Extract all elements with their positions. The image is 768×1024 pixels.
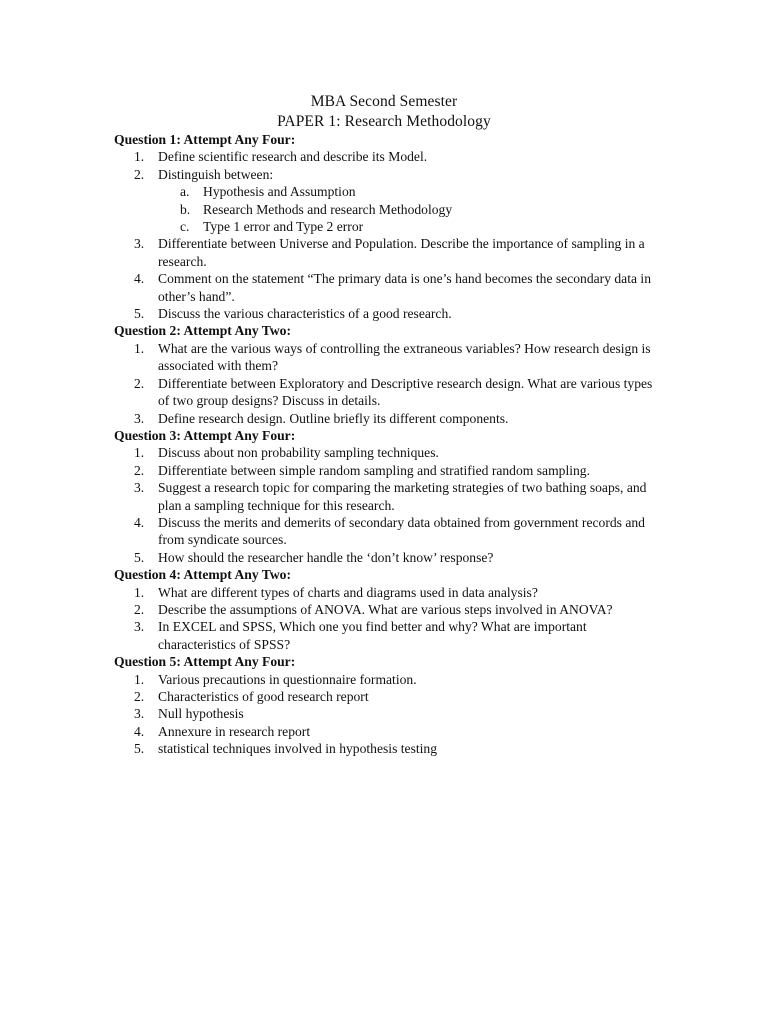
list-item (114, 148, 664, 165)
list-item (114, 270, 664, 305)
list-item (114, 166, 664, 183)
item-number: 3. (134, 619, 145, 635)
item-number: 1. (134, 149, 145, 165)
list-item (114, 479, 664, 514)
question-section-3 (114, 427, 664, 566)
question-heading: Question 3: Attempt Any Four: (114, 427, 296, 443)
item-text: Discuss about non probability sampling techniques. (158, 445, 439, 461)
list-item (114, 618, 664, 653)
item-number: 3. (134, 706, 145, 722)
item-number: 1. (134, 340, 145, 356)
question-list (114, 131, 664, 758)
question-items (114, 444, 664, 566)
sub-item-text: Type 1 error and Type 2 error (203, 219, 364, 235)
item-text: In EXCEL and SPSS, Which one you find better and why? What are important characteristics of SPSS? (158, 619, 587, 652)
item-text: Define research design. Outline briefly its different components. (158, 410, 509, 426)
item-number: 1. (134, 445, 145, 461)
list-item (114, 549, 664, 566)
list-item (114, 671, 664, 688)
sub-item-text: Hypothesis and Assumption (203, 184, 356, 200)
item-number: 2. (134, 689, 145, 704)
item-text: Suggest a research topic for comparing the marketing strategies of two bathing soaps, and plan a sampling technique for this research. (158, 480, 647, 513)
item-text: How should the researcher handle the ‘don’t know’ response? (158, 549, 494, 565)
item-number: 1. (134, 671, 145, 687)
item-text: What are the various ways of controlling the extraneous variables? How research design is associated with them? (158, 340, 651, 374)
list-item (114, 514, 664, 549)
item-text: Differentiate between simple random sampling and stratified random sampling. (158, 462, 590, 478)
question-section-2 (114, 322, 664, 426)
item-text: What are different types of charts and diagrams used in data analysis? (158, 584, 538, 600)
item-number: 4. (134, 514, 145, 530)
item-number: 2. (134, 166, 145, 182)
document-subtitle: PAPER 1: Research Methodology (277, 113, 491, 130)
item-number: 2. (134, 462, 145, 478)
question-items (114, 671, 664, 758)
sub-list-item (114, 183, 664, 200)
sub-item-letter: c. (180, 219, 190, 235)
question-heading: Question 1: Attempt Any Four: (114, 132, 296, 147)
item-text: Differentiate between Exploratory and Descriptive research design. What are various types of two group designs? Discuss in details. (158, 375, 653, 409)
item-text: Characteristics of good research report (158, 689, 369, 704)
item-text: Differentiate between Universe and Population. Describe the importance of sampling in a research. (158, 236, 645, 269)
sub-item-letter: b. (180, 201, 191, 217)
item-number: 4. (134, 723, 145, 739)
question-section-1 (114, 131, 664, 322)
list-item (114, 462, 664, 479)
document-title: MBA Second Semester (310, 93, 458, 110)
question-items (114, 340, 664, 427)
item-text: statistical techniques involved in hypothesis testing (158, 741, 438, 757)
item-text: Various precautions in questionnaire formation. (158, 671, 417, 687)
sub-item-text: Research Methods and research Methodology (203, 201, 453, 217)
item-number: 5. (134, 549, 145, 565)
item-number: 1. (134, 584, 145, 600)
question-section-5 (114, 653, 664, 757)
item-number: 4. (134, 271, 145, 287)
list-item (114, 705, 664, 722)
item-text: Discuss the merits and demerits of secondary data obtained from government records and from syndicate sources. (158, 514, 645, 548)
question-items (114, 148, 664, 322)
list-item (114, 235, 664, 270)
question-items (114, 584, 664, 654)
item-text: Distinguish between: (158, 166, 274, 182)
question-section-4 (114, 566, 664, 653)
sub-list-item (114, 218, 664, 235)
item-number: 5. (134, 306, 145, 322)
item-text: Comment on the statement “The primary data is one’s hand becomes the secondary data in other’s hand”. (158, 271, 651, 304)
item-text: Annexure in research report (158, 723, 311, 739)
item-number: 3. (134, 236, 145, 252)
list-item (114, 340, 664, 375)
item-text: Discuss the various characteristics of a good research. (158, 306, 452, 322)
list-item (114, 740, 664, 757)
list-item (114, 375, 664, 410)
item-number: 3. (134, 410, 145, 426)
item-number: 5. (134, 741, 145, 757)
list-item (114, 305, 664, 322)
list-item (114, 688, 664, 705)
item-number: 3. (134, 480, 145, 496)
item-number: 2. (134, 375, 145, 391)
item-text: Define scientific research and describe its Model. (158, 149, 428, 165)
list-item (114, 723, 664, 740)
question-heading: Question 2: Attempt Any Two: (114, 323, 291, 339)
item-text: Null hypothesis (158, 706, 244, 722)
sub-item-letter: a. (180, 184, 190, 200)
item-number: 2. (134, 601, 145, 617)
list-item (114, 410, 664, 427)
item-text: Describe the assumptions of ANOVA. What are various steps involved in ANOVA? (158, 601, 613, 617)
sub-list-item (114, 201, 664, 218)
list-item (114, 601, 664, 618)
question-heading: Question 4: Attempt Any Two: (114, 567, 291, 583)
question-heading: Question 5: Attempt Any Four: (114, 654, 296, 670)
list-item (114, 584, 664, 601)
list-item (114, 444, 664, 461)
